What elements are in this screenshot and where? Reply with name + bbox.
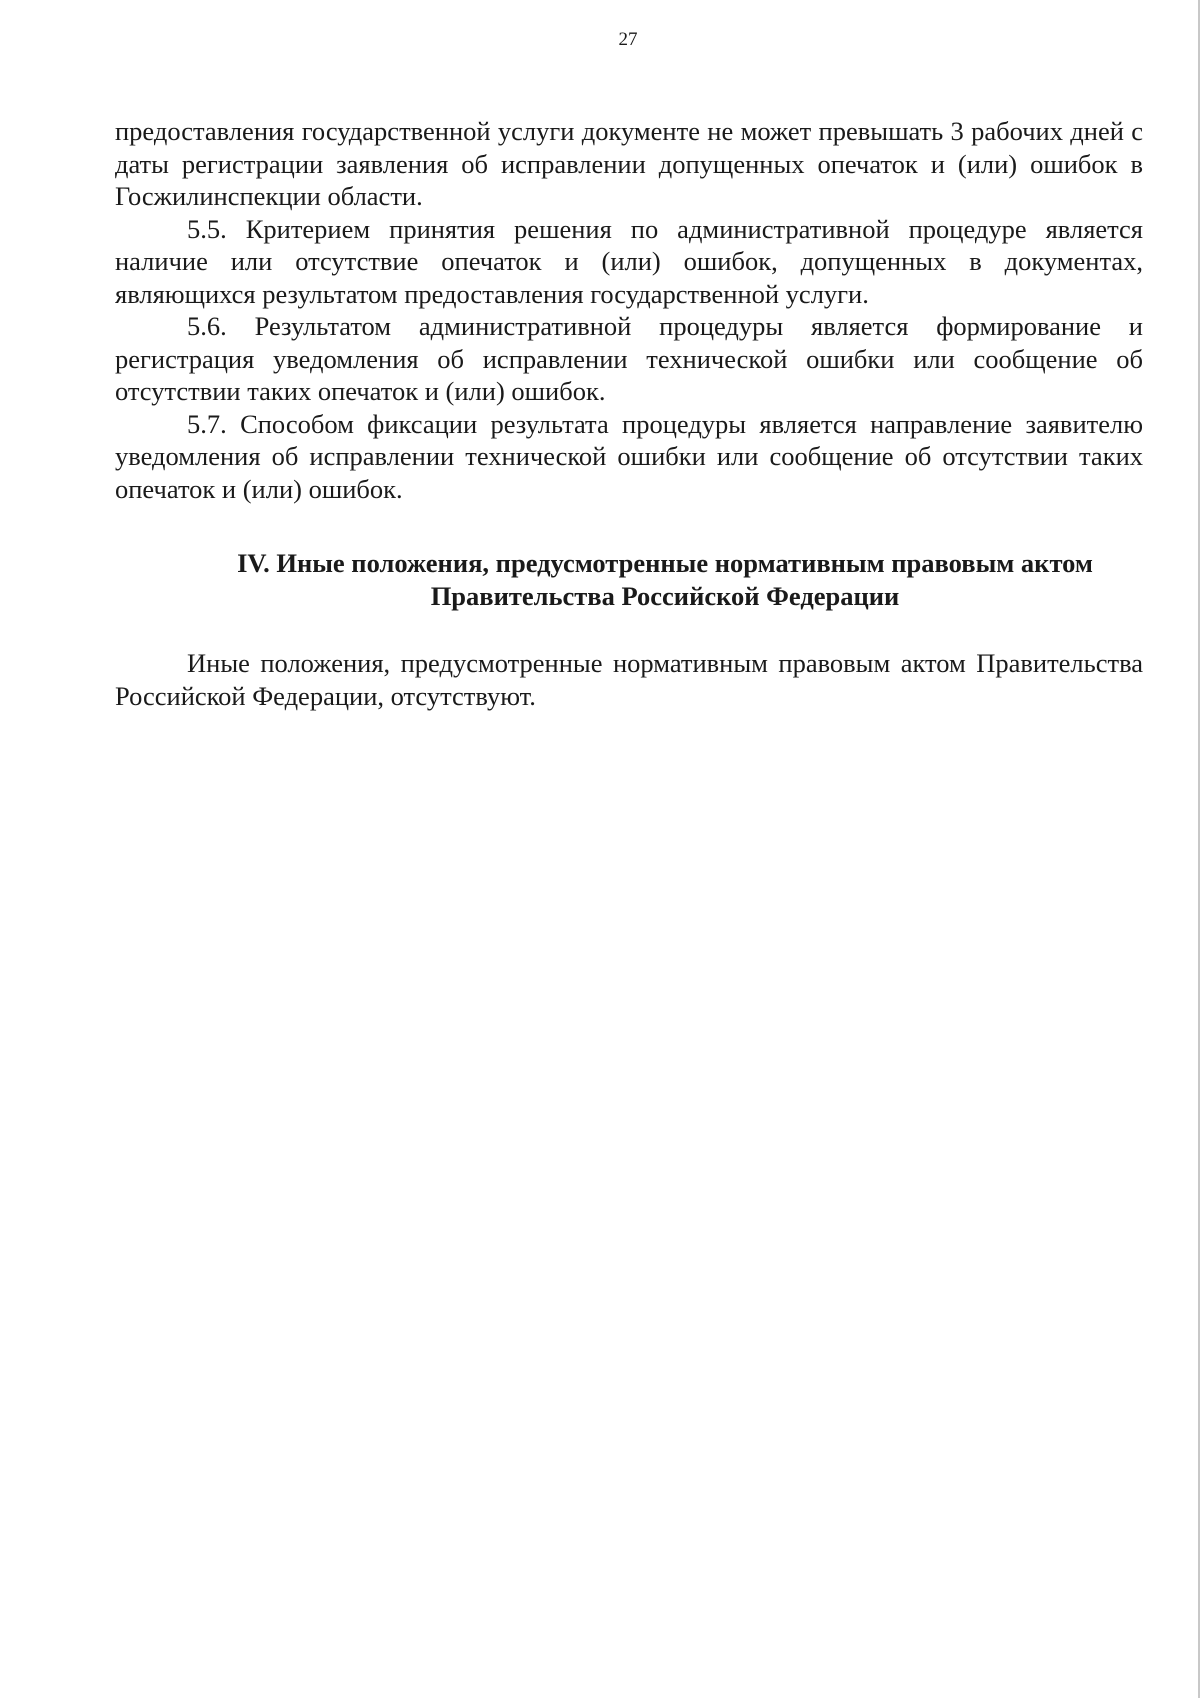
section-heading-line-2: Правительства Российской Федерации bbox=[430, 580, 900, 611]
section-heading-line-1: IV. Иные положения, предусмотренные нормативным правовым актом bbox=[237, 548, 1093, 578]
section-heading bbox=[115, 547, 1143, 612]
section-body: Иные положения, предусмотренные нормативным правовым актом Правительства Российской Федерации, отсутствуют. bbox=[115, 648, 1143, 711]
page-number: 27 bbox=[618, 29, 638, 50]
paragraph-5-5: 5.5. Критерием принятия решения по административной процедуре является наличие или отсутствие опечаток и (или) ошибок, допущенных в документах, являющихся результатом предоставления государственной услуги. bbox=[115, 213, 1143, 309]
paragraph-5-7: 5.7. Способом фиксации результата процедуры является направление заявителю уведомления об исправлении технической ошибки или сообщение об отсутствии таких опечаток и (или) ошибок. bbox=[115, 408, 1143, 504]
document-body bbox=[115, 115, 1143, 712]
paragraph-continuation: предоставления государственной услуги документе не может превышать 3 рабочих дней с даты регистрации заявления об исправлении допущенных опечаток и (или) ошибок в Госжилинспекции области. bbox=[115, 116, 1143, 211]
paragraph-5-6: 5.6. Результатом административной процедуры является формирование и регистрация уведомления об исправлении технической ошибки или сообщение об отсутствии таких опечаток и (или) ошибок. bbox=[115, 311, 1143, 406]
